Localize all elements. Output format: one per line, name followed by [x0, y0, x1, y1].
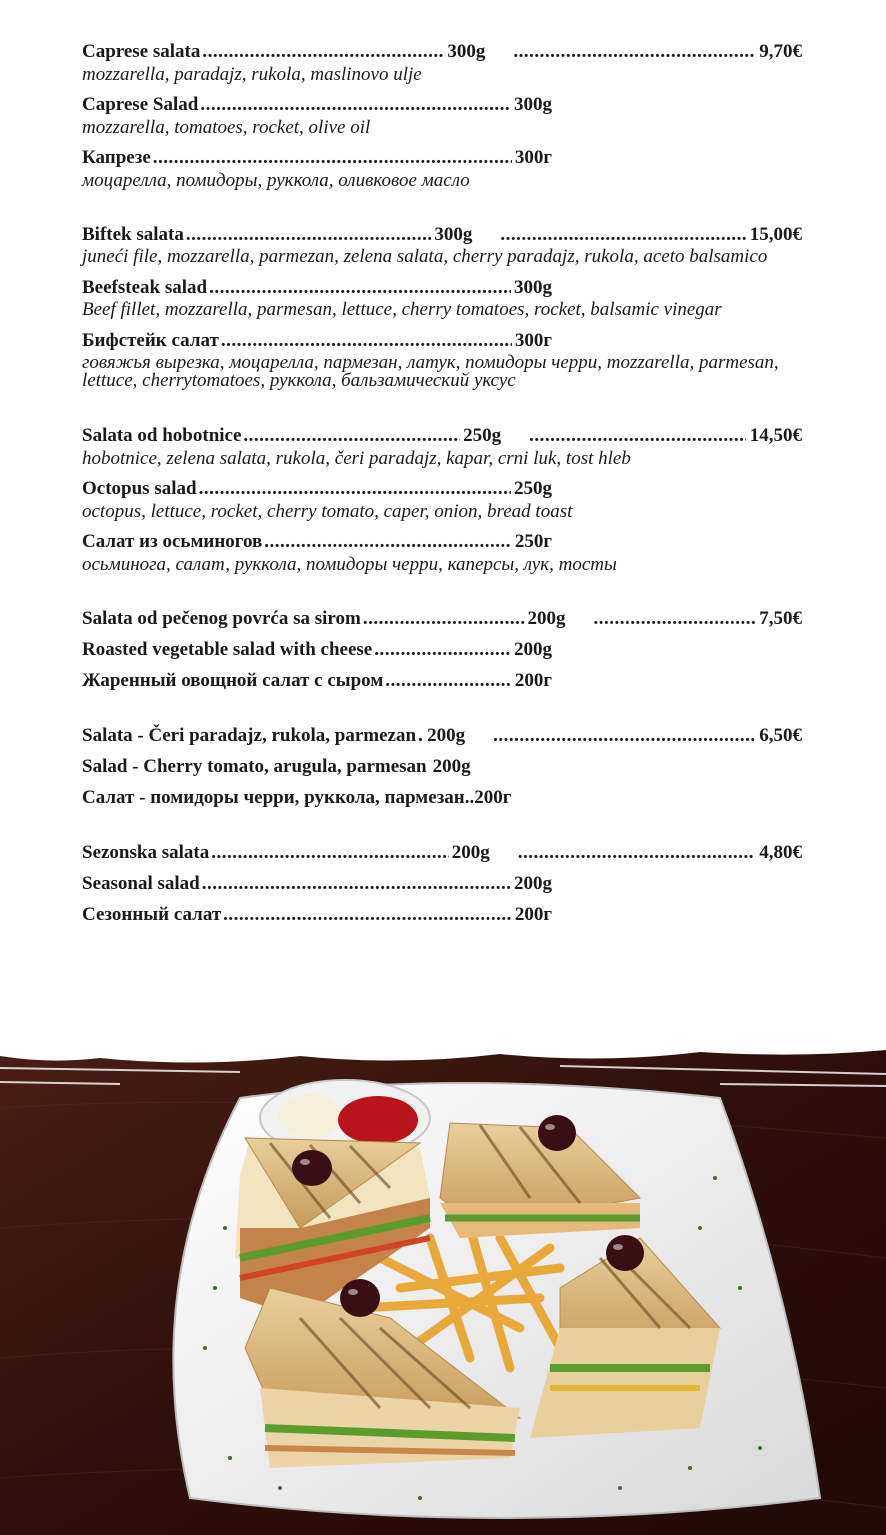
menu-item-row [82, 424, 802, 448]
leader-dots [209, 276, 511, 300]
leader-dots [202, 40, 444, 64]
menu-item-row [82, 276, 802, 300]
item-price: 6,50€ [759, 725, 802, 746]
item-description: Beef fillet, mozzarella, parmesan, lettuce, cherry tomatoes, rocket, balsamic vinegar [82, 299, 722, 320]
item-weight: 300g [514, 277, 552, 298]
menu-item-row [82, 93, 802, 117]
item-weight: 200г [514, 670, 552, 691]
menu-item-row [82, 530, 802, 554]
leader-dots [513, 40, 755, 64]
item-weight: 200g [427, 725, 466, 746]
menu-item-row [82, 903, 802, 927]
leader-dots [529, 424, 746, 448]
menu-item-row [82, 786, 802, 810]
leader-dots [211, 841, 449, 865]
item-price: 7,50€ [759, 608, 802, 629]
item-name: Caprese Salad [82, 94, 199, 115]
menu-item-row [82, 669, 802, 693]
item-name: Капрезе [82, 147, 151, 168]
menu-item-row [82, 40, 802, 64]
item-name: Сезонный салат [82, 904, 222, 925]
menu-item-row [82, 607, 802, 631]
leader-dots [243, 424, 460, 448]
leader-dots [186, 223, 431, 247]
menu-item-row [82, 477, 802, 501]
menu-item-row [82, 329, 802, 353]
menu-item-row [82, 755, 802, 779]
leader-dots [153, 146, 512, 170]
leader-dots [363, 607, 525, 631]
item-name: Salata od pečenog povrća sa sirom [82, 608, 361, 629]
item-name: Biftek salata [82, 224, 184, 245]
item-weight: 300г [514, 147, 552, 168]
item-weight: 200g [451, 842, 490, 863]
leader-dots [199, 477, 511, 501]
item-price: 14,50€ [749, 425, 803, 446]
item-name: Salata od hobotnice [82, 425, 242, 446]
item-name: Салат - помидоры черри, руккола, пармезан.. [82, 787, 475, 808]
item-price: 4,80€ [759, 842, 802, 863]
item-description: juneći file, mozzarella, parmezan, zelena salata, cherry paradajz, rukola, aceto balsamico [82, 246, 768, 267]
club-sandwich-illustration [0, 1028, 886, 1535]
item-name: Salata - Čeri paradajz, rukola, parmezan [82, 725, 417, 746]
item-description: hobotnice, zelena salata, rukola, čeri paradajz, kapar, crni luk, tost hleb [82, 448, 631, 469]
item-name: Octopus salad [82, 478, 197, 499]
leader-dots [221, 329, 512, 353]
leader-dots [223, 903, 512, 927]
menu-item-row [82, 724, 802, 748]
item-weight: 200g [527, 608, 566, 629]
item-price: 15,00€ [749, 224, 803, 245]
item-description: mozzarella, tomatoes, rocket, olive oil [82, 117, 371, 138]
menu-item-row [82, 146, 802, 170]
item-description: моцарелла, помидоры, руккола, оливковое масло [82, 170, 470, 191]
item-name: Salad - Cherry tomato, arugula, parmesan [82, 756, 427, 777]
leader-dots [500, 223, 745, 247]
leader-dots [200, 93, 511, 117]
leader-dots [264, 530, 512, 554]
item-weight: 300г [514, 330, 552, 351]
item-name: Sezonska salata [82, 842, 210, 863]
item-weight: 200г [514, 904, 552, 925]
menu-item-row [82, 223, 802, 247]
item-description: mozzarella, paradajz, rukola, maslinovo ulje [82, 64, 422, 85]
item-weight: 200g [514, 873, 552, 894]
item-weight: 200g [432, 756, 471, 777]
leader-dots [493, 724, 755, 748]
item-description: octopus, lettuce, rocket, cherry tomato, caper, onion, bread toast [82, 501, 573, 522]
leader-dots [385, 669, 512, 693]
item-weight: 200g [514, 639, 552, 660]
item-name: Салат из осьминогов [82, 531, 263, 552]
item-name: Бифстейк салат [82, 330, 219, 351]
leader-dots [594, 607, 756, 631]
item-weight: 300g [434, 224, 473, 245]
item-description: говяжья вырезка, моцарелла, пармезан, латук, помидоры черри, mozzarella, parmesan, lettuce, cherrytomatoes, руккола, бальзамический уксус [82, 352, 779, 391]
menu-item-row [82, 872, 802, 896]
item-description: осьминога, салат, руккола, помидоры черри, каперсы, лук, тосты [82, 554, 617, 575]
item-weight: 250g [463, 425, 502, 446]
leader-dots [202, 872, 511, 896]
item-price: 9,70€ [759, 41, 803, 62]
food-photo [0, 1028, 886, 1535]
item-weight: 200г [474, 787, 512, 808]
item-name: Seasonal salad [82, 873, 200, 894]
leader-dots [374, 638, 511, 662]
item-weight: 250g [514, 478, 552, 499]
leader-dots [518, 841, 756, 865]
item-name: Жаренный овощной салат с сыром [82, 670, 384, 691]
menu-item-row [82, 638, 802, 662]
item-weight: 300g [514, 94, 552, 115]
item-name: Beefsteak salad [82, 277, 208, 298]
menu-item-row [82, 841, 802, 865]
item-weight: 300g [447, 41, 486, 62]
item-name: Roasted vegetable salad with cheese [82, 639, 373, 660]
salad-menu [82, 40, 802, 934]
item-name: Caprese salata [82, 41, 201, 62]
leader-gap [418, 724, 424, 748]
item-weight: 250г [514, 531, 552, 552]
